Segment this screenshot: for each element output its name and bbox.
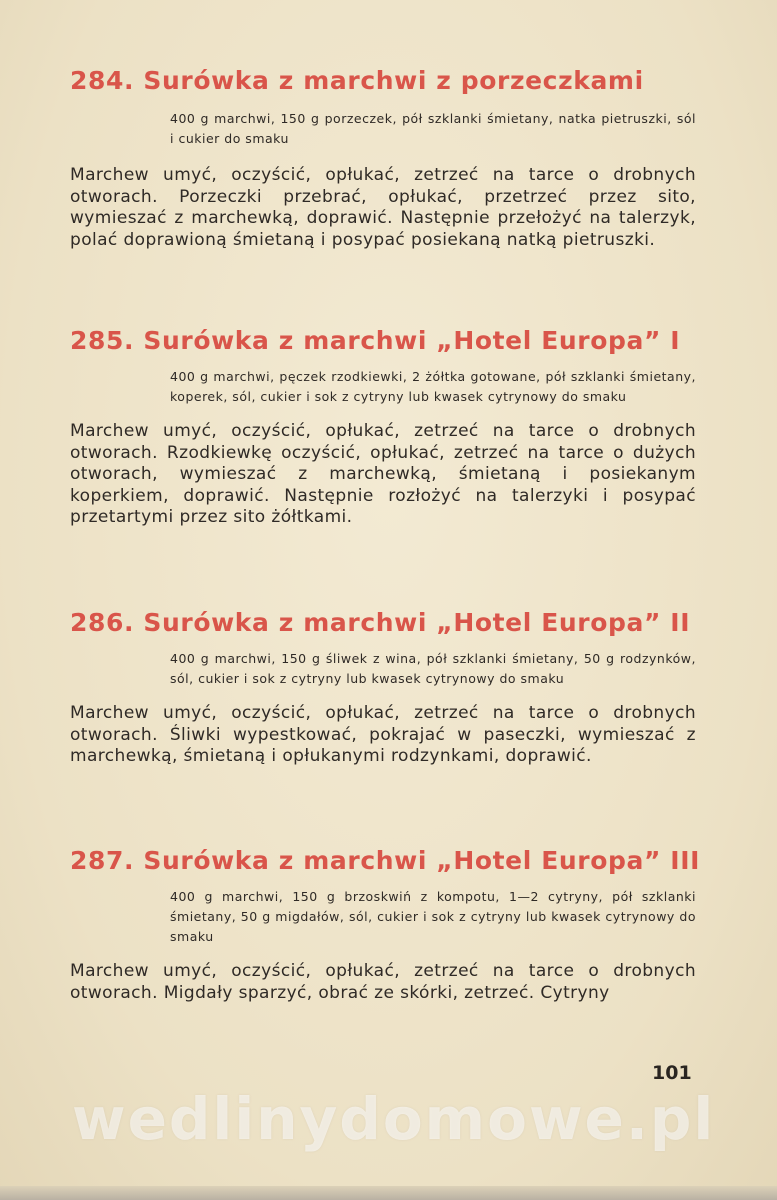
recipe-instructions: Marchew umyć, oczyścić, opłukać, zetrzeć na tarce o drobnych otworach. Rzodkiewkę oczyścić, opłukać, zetrzeć na tarce o dużych otworach, wymieszać z marchewką, śmietaną i posiekanym koperkiem, doprawić. Następnie rozłożyć na talerzyki i posypać przetartymi przez sito żółtkami. [70, 421, 696, 527]
recipe-ingredients: 400 g marchwi, 150 g śliwek z wina, pół szklanki śmietany, 50 g rodzynków, sól, cukier i sok z cytryny lub kwasek cytrynowy do smaku [170, 651, 696, 686]
recipe-instructions: Marchew umyć, oczyścić, opłukać, zetrzeć na tarce o drobnych otworach. Śliwki wypestkować, pokrajać w paseczki, wymieszać z marchewką, śmietaną i opłukanymi rodzynkami, doprawić. [70, 703, 696, 766]
watermark: wedlinydomowe.pl [72, 1085, 716, 1153]
recipe-instructions: Marchew umyć, oczyścić, opłukać, zetrzeć na tarce o drobnych otworach. Porzeczki przebrać, opłukać, przetrzeć przez sito, wymieszać z marchewką, doprawić. Następnie przełożyć na talerzyk, polać doprawioną śmietaną i posypać posiekaną natką pietruszki. [70, 165, 696, 250]
page-edge [0, 1186, 777, 1200]
recipe-instructions: Marchew umyć, oczyścić, opłukać, zetrzeć na tarce o drobnych otworach. Migdały sparzyć, obrać ze skórki, zetrzeć. Cytryny [70, 961, 696, 1003]
page-number: 101 [652, 1062, 692, 1084]
recipe-ingredients: 400 g marchwi, pęczek rzodkiewki, 2 żółtka gotowane, pół szklanki śmietany, koperek, sól, cukier i sok z cytryny lub kwasek cytrynowy do smaku [170, 369, 696, 404]
recipe-287 [70, 846, 700, 1004]
recipe-285 [70, 326, 696, 529]
recipe-number: 285. [70, 326, 135, 355]
recipe-title-text: Surówka z marchwi „Hotel Europa” II [143, 608, 691, 637]
recipe-284 [70, 66, 696, 251]
recipe-number: 286. [70, 608, 135, 637]
recipe-ingredients: 400 g marchwi, 150 g brzoskwiń z kompotu, 1—2 cytryny, pół szklanki śmietany, 50 g migdałów, sól, cukier i sok z cytryny lub kwasek cytrynowy do smaku [170, 889, 696, 944]
recipe-title-text: Surówka z marchwi z porzeczkami [143, 66, 644, 95]
recipe-ingredients: 400 g marchwi, 150 g porzeczek, pół szklanki śmietany, natka pietruszki, sól i cukier do smaku [170, 111, 696, 146]
recipe-number: 287. [70, 846, 135, 875]
recipe-286 [70, 608, 696, 768]
recipe-title-text: Surówka z marchwi „Hotel Europa” III [143, 846, 700, 875]
recipe-title [70, 326, 696, 355]
recipe-title [70, 608, 696, 637]
recipe-number: 284. [70, 66, 135, 95]
recipe-title [70, 66, 696, 95]
recipe-title [70, 846, 700, 875]
recipe-title-text: Surówka z marchwi „Hotel Europa” I [143, 326, 681, 355]
